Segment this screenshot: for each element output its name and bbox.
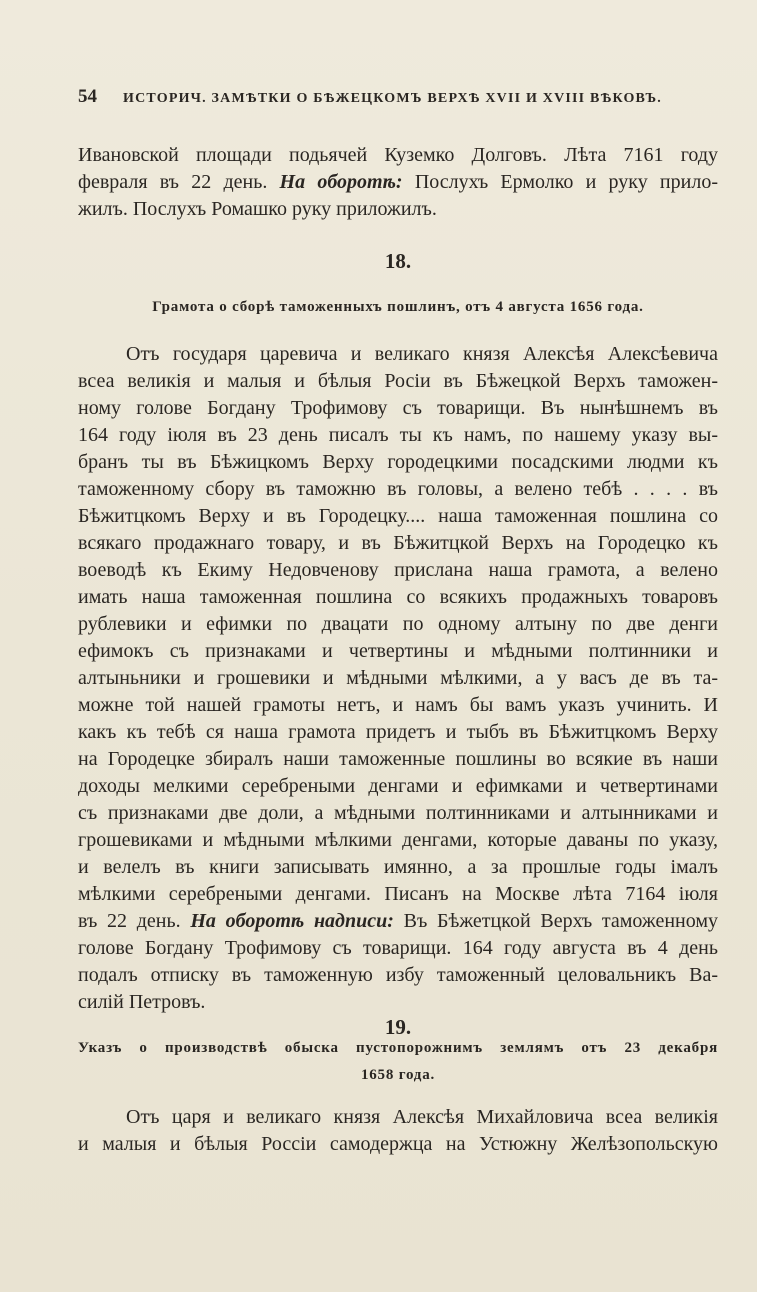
doc19-heading-block	[78, 1035, 718, 1089]
running-head	[78, 86, 708, 108]
text-line: подалъ отписку въ таможенную избу таможенный целовальникъ Ва-	[78, 964, 718, 986]
doc18-heading-block	[78, 294, 718, 321]
text-line: февраля въ 22 день. На оборотѣ: Послухъ Ермолко и руку прило-	[78, 171, 718, 193]
text-line: всеа великія и малыя и бѣлыя Росіи въ Бѣжецкой Верхъ таможен-	[78, 370, 718, 392]
text-line: какъ къ тебѣ ся наша грамота придетъ и тыбъ въ Бѣжитцкомъ Верху	[78, 721, 718, 743]
text-line: на Городецке збиралъ наши таможенные пошлины во всякие въ наши	[78, 748, 718, 770]
text-line: ному голове Богдану Трофимову съ товарищи. Въ нынѣшнемъ въ	[78, 397, 718, 419]
page-number: 54	[78, 86, 97, 107]
doc18-body	[78, 341, 718, 1016]
text-line: таможенному сбору въ таможню въ головы, а велено тебѣ . . . . въ	[78, 478, 718, 500]
text-line: жилъ. Послухъ Ромашко руку приложилъ.	[78, 198, 437, 220]
intro-paragraph	[78, 142, 718, 223]
text-line: и малыя и бѣлыя Россіи самодержца на Устюжну Желѣзопольскую	[78, 1133, 718, 1155]
doc19-body	[78, 1104, 718, 1158]
text-line: Отъ государя царевича и великаго князя Алексѣя Алексѣевича	[126, 343, 718, 365]
document-heading: Указъ о производствѣ обыска пустопорожнимъ землямъ отъ 23 декабря	[78, 1040, 718, 1056]
text-line: 164 году іюля въ 23 день писалъ ты къ намъ, по нашему указу вы-	[78, 424, 718, 446]
document-heading: 1658 года.	[360, 1067, 436, 1083]
document-heading: Грамота о сборѣ таможенныхъ пошлинъ, отъ 4 августа 1656 года.	[152, 299, 644, 315]
text-line: рублевики и ефимки по двацати по одному алтыну по две денги	[78, 613, 718, 635]
doc18-number-block	[78, 248, 718, 275]
text-line: Бѣжитцкомъ Верху и въ Городецку.... наша таможенная пошлина со	[78, 505, 718, 527]
document-number: 19.	[384, 1015, 412, 1039]
text-line: силій Петровъ.	[78, 991, 206, 1013]
text-line: ефимокъ съ признаками и четвертины и мѣдными полтинники и	[78, 640, 718, 662]
verso-label: На оборотѣ надписи:	[190, 910, 394, 932]
text-line: мѣлкими серебреными денгами. Писанъ на Москве лѣта 7164 іюля	[78, 883, 718, 905]
text-line: можне той нашей грамоты нетъ, и намъ бы вамъ указъ учинить. И	[78, 694, 718, 716]
document-number: 18.	[384, 249, 412, 273]
verso-label: На оборотѣ:	[279, 171, 403, 193]
text-line: всякаго продажнаго товару, и въ Бѣжитцкой Верхъ на Городецко къ	[78, 532, 718, 554]
text-line: голове Богдану Трофимову съ товарищи. 164 году августа въ 4 день	[78, 937, 718, 959]
text-line: Отъ царя и великаго князя Алексѣя Михайловича всеа великія	[126, 1106, 718, 1128]
text-line: грошевиками и мѣдными мѣлкими денгами, которые даваны по указу,	[78, 829, 718, 851]
text-line: въ 22 день. На оборотѣ надписи: Въ Бѣжетцкой Верхъ таможенному	[78, 910, 718, 932]
text-line: алтыньники и грошевики и мѣдными мѣлкими, а у васъ де въ та-	[78, 667, 718, 689]
text-line: доходы мелкими серебреными денгами и ефимками и четвертинами	[78, 775, 718, 797]
text-line: бранъ ты въ Бѣжицкомъ Верху городецкими посадскими людми къ	[78, 451, 718, 473]
text-line: и велелъ въ книги записывать имянно, а за прошлые годы імалъ	[78, 856, 718, 878]
text-line: съ признаками две доли, а мѣдными полтинниками и алтынниками и	[78, 802, 718, 824]
text-line: воеводѣ къ Екиму Недовченову прислана наша грамота, а велено	[78, 559, 718, 581]
text-line: имать наша таможенная пошлина со всякихъ продажныхъ товаровъ	[78, 586, 718, 608]
running-head-title: ИСТОРИЧ. ЗАМѢТКИ О БѢЖЕЦКОМЪ ВЕРХѢ XVII И XVIII ВѢКОВЪ.	[123, 91, 662, 106]
text-line: Ивановской площади подьячей Куземко Долговъ. Лѣта 7161 году	[78, 144, 718, 166]
